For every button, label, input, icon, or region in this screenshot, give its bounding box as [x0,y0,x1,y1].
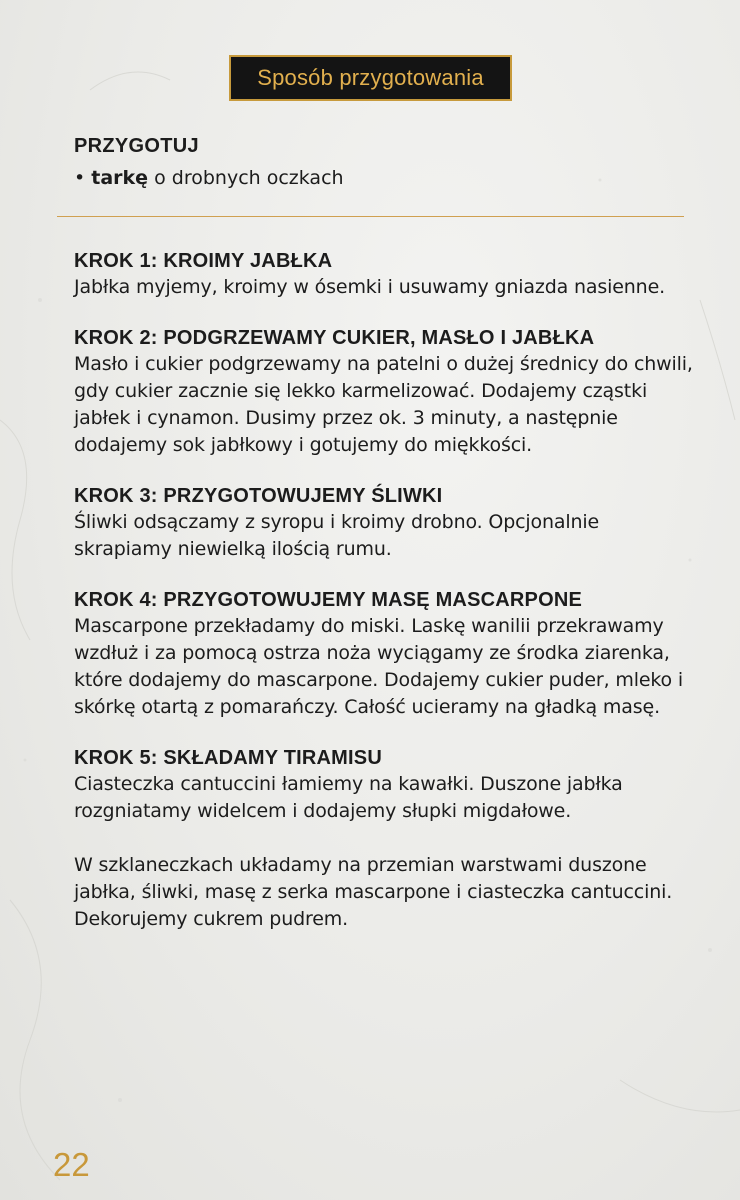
step-title: KROK 3: PRZYGOTOWUJEMY ŚLIWKI [74,485,443,507]
prepare-item-text: o drobnych oczkach [148,167,344,189]
step-body: Ciasteczka cantuccini łamiemy na kawałki. Duszone jabłka rozgniatamy widelcem i dodajemy słupki migdałowe. [74,773,623,822]
step-5 [74,745,699,933]
step-body: Śliwki odsączamy z syropu i kroimy drobno. Opcjonalnie skrapiamy niewielką ilością rumu. [74,511,600,560]
step-title: KROK 4: PRZYGOTOWUJEMY MASĘ MASCARPONE [74,589,583,611]
prepare-title: PRZYGOTUJ [74,135,199,157]
prepare-item [74,165,694,191]
step-body: Masło i cukier podgrzewamy na patelni o dużej średnicy do chwili, gdy cukier zacznie się lekko karmelizować. Dodajemy cząstki jabłek i cynamon. Dusimy przez ok. 3 minuty, a następnie dodajemy sok jabłkowy i gotujemy do miękkości. [74,353,693,456]
banner-title: Sposób przygotowania [257,65,484,90]
step-body: W szklaneczkach układamy na przemian warstwami duszone jabłka, śliwki, masę z serka mascarpone i ciasteczka cantuccini. Dekorujemy cukrem pudrem. [74,854,673,930]
step-title: KROK 2: PODGRZEWAMY CUKIER, MASŁO I JABŁKA [74,327,595,349]
page-number: 22 [53,1146,90,1183]
step-2 [74,325,699,459]
step-body: Mascarpone przekładamy do miski. Laskę wanilii przekrawamy wzdłuż i za pomocą ostrza noża wyciągamy ze środka ziarenka, które dodajemy do mascarpone. Dodajemy cukier puder, mleko i skórkę otartą z pomarańczy. Całość ucieramy na gładką masę. [74,615,684,718]
step-title: KROK 5: SKŁADAMY TIRAMISU [74,747,382,769]
step-body: Jabłka myjemy, kroimy w ósemki i usuwamy gniazda nasienne. [74,276,666,298]
step-3 [74,483,699,563]
step-title: KROK 1: KROIMY JABŁKA [74,250,333,272]
bullet-icon: • [74,167,86,189]
step-4 [74,587,699,721]
prepare-item-bold: tarkę [91,167,149,189]
section-divider [57,216,684,217]
section-banner [229,55,512,101]
prepare-section [74,133,694,191]
step-1 [74,248,699,301]
steps-list [74,248,699,957]
